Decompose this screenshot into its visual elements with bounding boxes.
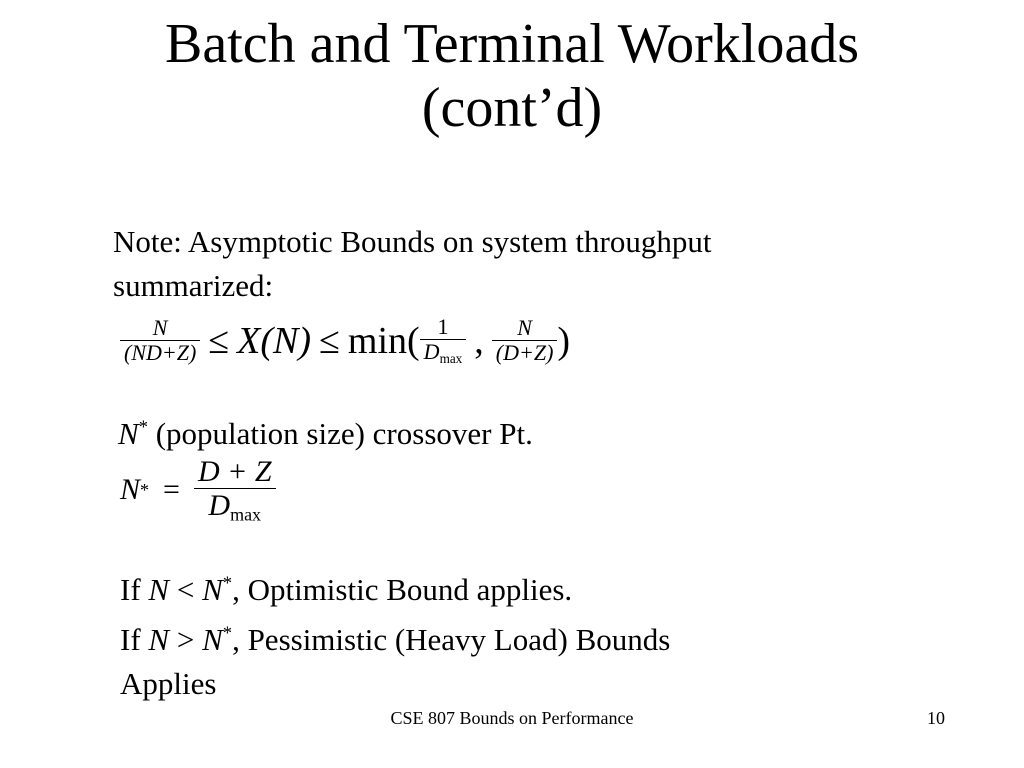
if-word: If xyxy=(120,572,149,608)
note-text: Note: Asymptotic Bounds on system throughput summarized: xyxy=(113,224,712,303)
crossover-line xyxy=(118,408,533,454)
upper-bound-1-numerator: 1 xyxy=(437,314,449,339)
bound-conditions xyxy=(120,562,880,706)
crossover-star: * xyxy=(138,417,148,438)
upper-bound-2-numerator: N xyxy=(517,315,532,341)
nstar-numerator: D + Z xyxy=(197,455,272,488)
nstar-star: * xyxy=(222,573,233,594)
n-variable: N xyxy=(148,622,170,658)
dmax-variable: D xyxy=(423,339,440,365)
if-word: If xyxy=(120,622,149,658)
nstar-variable: N xyxy=(202,572,223,608)
slide-title xyxy=(0,12,1024,140)
throughput-bounds-equation xyxy=(120,315,570,367)
throughput-term: X(N) xyxy=(237,319,312,362)
nstar-lhs: N xyxy=(120,473,141,507)
upper-bound-2-denominator: (D+Z) xyxy=(495,340,554,366)
optimistic-condition xyxy=(120,562,880,612)
nstar-variable: N xyxy=(202,622,223,658)
lower-bound-numerator: N xyxy=(152,315,168,341)
slide-title-line-2: (cont’d) xyxy=(421,77,603,139)
upper-bound-fraction-2 xyxy=(492,316,558,365)
upper-bound-1-denominator xyxy=(420,340,467,366)
min-function-open: min( xyxy=(347,319,420,362)
nstar-fraction xyxy=(194,455,276,525)
lower-bound-fraction xyxy=(120,316,200,365)
optimistic-text: , Optimistic Bound applies. xyxy=(232,572,573,608)
dmax-subscript: max xyxy=(439,351,463,367)
crossover-equation xyxy=(120,455,276,525)
footer-course-label: CSE 807 Bounds on Performance xyxy=(390,708,634,728)
comma-separator: , xyxy=(474,319,484,362)
n-variable: N xyxy=(148,572,170,608)
leq-symbol-2: ≤ xyxy=(319,319,340,362)
pessimistic-condition-continuation: Applies xyxy=(120,666,217,702)
slide-page-number: 10 xyxy=(927,708,945,728)
dmax-subscript: max xyxy=(230,504,262,525)
crossover-symbol: N xyxy=(118,416,139,452)
min-function-close: ) xyxy=(557,319,571,362)
less-than-symbol: < xyxy=(169,572,203,608)
slide-title-line-1: Batch and Terminal Workloads xyxy=(164,13,859,75)
dmax-variable: D xyxy=(208,489,231,522)
pessimistic-condition xyxy=(120,612,880,662)
nstar-lhs-star: * xyxy=(140,479,150,500)
leq-symbol-1: ≤ xyxy=(208,319,230,362)
crossover-text: (population size) crossover Pt. xyxy=(147,416,533,452)
upper-bound-fraction-1 xyxy=(420,315,467,367)
greater-than-symbol: > xyxy=(169,622,203,658)
pessimistic-text: , Pessimistic (Heavy Load) Bounds xyxy=(232,622,671,658)
nstar-denominator xyxy=(204,489,265,525)
nstar-star: * xyxy=(222,623,233,645)
equals-sign: = xyxy=(163,473,180,507)
lower-bound-denominator: (ND+Z) xyxy=(124,340,197,366)
